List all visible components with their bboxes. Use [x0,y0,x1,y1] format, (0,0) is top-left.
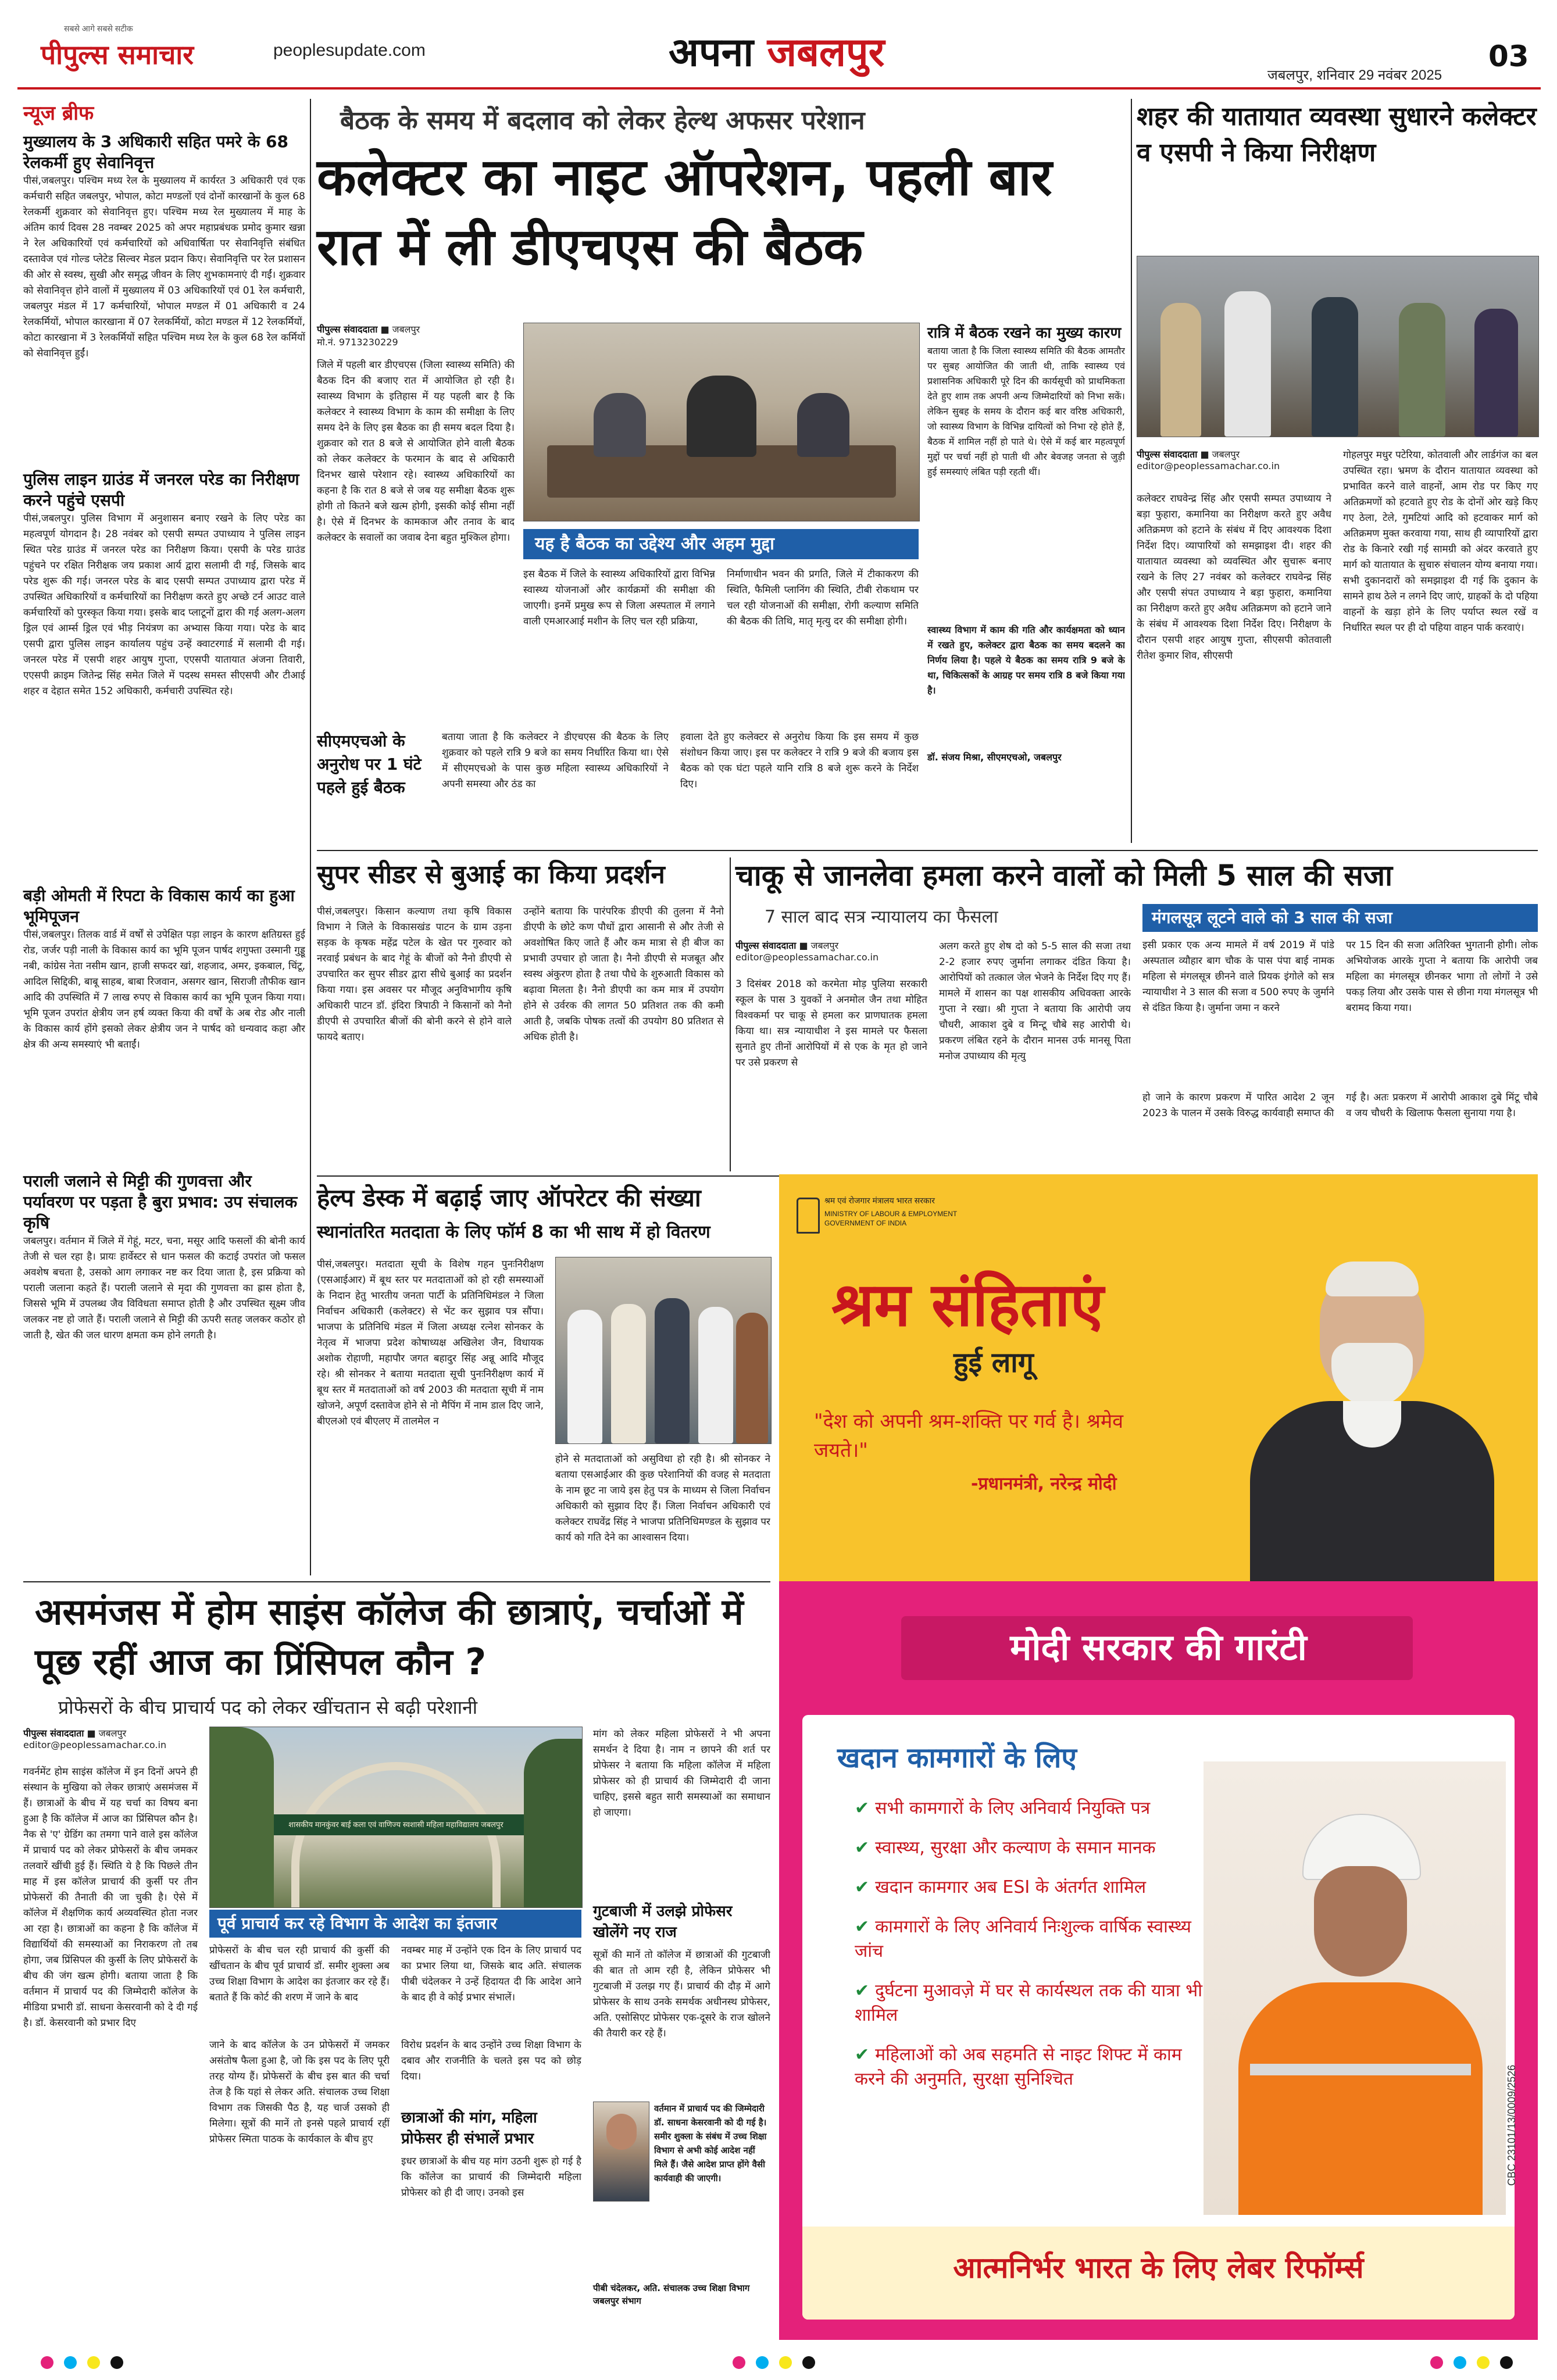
lead-quote: स्वास्थ्य विभाग में काम की गति और कार्यक्षमता को ध्यान में रखते हुए, कलेक्टर द्वारा बैठक का समय बदलने का निर्णय लिया है। पहले ये बैठक का समय रात्रि 9 बजे के था, चिकित्सकों के आग्रह पर समय रात्रि 8 बजे किया गया है। [927,624,1125,696]
pm-portrait [1238,1256,1506,1581]
knife-subhead: 7 साल बाद सत्र न्यायालय का फैसला [765,907,998,927]
official-portrait [593,2102,649,2202]
seed-drill-story [317,857,724,1171]
advert-point: ✔ महिलाओं को अब सहमति से नाइट शिफ्ट में काम करने की अनुमति, सुरक्षा सुनिश्चित [855,2045,1182,2089]
page-number: 03 [1488,40,1529,73]
home-science-body-b: प्रोफेसरों के बीच चल रही प्राचार्य की कुर्सी की खींचतान के बीच पूर्व प्राचार्य डॉ. समीर शुक्ला अब उच्च शिक्षा विभाग के आदेश का इंतजार कर रहे हैं। बताते हैं कि कोर्ट की शरण में जाने के बाद [209,1945,390,2003]
check-icon: ✔ [855,1838,870,1858]
home-science-byline: पीपुल्स संवाददाता ■ जबलपुर editor@peoplessamachar.co.in [23,1728,167,1750]
news-brief-item [23,131,305,461]
registration-dot [41,2356,53,2369]
lead-sidebar [927,323,1125,799]
advert-point: ✔ कामगारों के लिए अनिवार्य निःशुल्क वार्षिक स्वास्थ्य जांच [855,1917,1191,1961]
advert-title: श्रम संहिताएं [831,1269,1104,1340]
home-science-body-e: विरोध प्रदर्शन के बाद उन्होंने उच्च शिक्षा विभाग के दबाव और राजनीति के चलते इस पद को छोड़ दिया। [401,2039,581,2082]
home-science-subhead: प्रोफेसरों के बीच प्राचार्य पद को लेकर खींचतान से बढ़ी परेशानी [58,1696,478,1718]
lead-headline: कलेक्टर का नाइट ऑपरेशन, पहली बार रात में ली डीएचएस की बैठक [317,147,1052,277]
traffic-person-shape [1312,297,1358,437]
section-title-b: जबलपुर [767,30,885,76]
helpdesk-body-a: पीसं,जबलपुर। मतदाता सूची के विशेष गहन पुनःनिरीक्षण (एसआईआर) में बूथ स्तर पर मतदाताओं को हो रही समस्याओं के निदान हेतु भारतीय जनता पार्टी के प्रतिनिधिमंडल ने जिला निर्वाचन अधिकारी (कलेक्टर) से भेंट कर सुझाव पत्र सौंपा। भाजपा के प्रतिनिधि मंडल में जिला अध्यक्ष रत्नेश सोनकर के नेतृत्व में भाजपा प्रदेश कोषाध्यक्ष अखिलेश जैन, विधायक अशोक रोहाणी, महापौर जगत बहादुर सिंह अन्नू आदि मौजूद रहे। श्री सोनकर ने बताया मतदाता सूची पुनःनिरीक्षण कार्य में बूथ स्तर में मतदाताओं को वर्ष 2003 की मतदाता सूची में नाम खोजने, अपूर्ण दस्तावेज होने से नो मैपिंग में नाम डाल दिए जाने, बीएलओ एवं बीएलए में तालमेल न [317,1259,544,1427]
advert-section-title: खदान कामगारों के लिए [837,1742,1077,1774]
mangalsutra-body-a: इसी प्रकार एक अन्य मामले में वर्ष 2019 में पांडे अस्पताल व्यौहार बाग चौक के पास पंपा बाई नामक महिला से मंगलसूत्र छीनने वाले प्रियक इंगोले को सत्र न्यायाधीश ने 3 साल की सजा व 500 रुपए के जुर्माने से दंडित किया है। जुर्माना जमा न करने [1142,939,1334,1014]
byline-agency: पीपुल्स संवाददाता [735,940,797,951]
advert-point: ✔ स्वास्थ्य, सुरक्षा और कल्याण के समान मानक [855,1838,1156,1858]
college-gate-sign: शासकीय मानकुंवर बाई कला एवं वाणिज्य स्वशासी महिला महाविद्यालय जबलपुर [227,1814,565,1835]
section-rule [23,1581,770,1582]
byline-city: जबलपुर [1212,449,1240,460]
worker-body [1238,1982,1483,2215]
news-brief-item-body: पीसं,जबलपुर। पश्चिम मध्य रेल के मुख्यालय में कार्यरत 3 अधिकारी एवं एक कर्मचारी सहित जबलपुर, भोपाल, कोटा मण्डलों एवं दोनों कारखानों के कुल 68 रेलकर्मी शुक्रवार को सेवानिवृत्त हुए। पश्चिम मध्य रेल मुख्यालय में माह के अंतिम कार्य दिवस 28 नवम्बर 2025 को अपर महाप्रबंधक प्रमोद कुमार खन्ना ने रेल अधिकारियों एवं कर्मचारियों को अधिवार्षिता पर सेवानिवृत्ति संबंधित दस्तावेज एवं गोल्ड प्लेटेड सिल्वर मेडल प्रदान किए। सेवानिवृत्ति पर रेल प्रशासन की ओर से स्वस्थ, सुखी और समृद्ध जीवन के लिए शुभकामनाएं दी गईं। शुक्रवार को सेवानिवृत्त होने वालों में मुख्यालय में 03 अधिकारियों एवं 01 रेल कर्मचारी, जबलपुर मंडल में 17 कर्मचारियों, भोपाल मण्डल में 01 अधिकारी व 24 रेलकर्मियों, भोपाल कारखाना में 07 रेलकर्मियों, कोटा मण्डल में 12 रेलकर्मियों, कोटा कारखाना में 3 रेलकर्मियों सहित पश्चिम मध्य रेल के कुल 68 रेल कर्मियों को सेवानिवृत्त हुईं। [23,175,305,359]
masthead-logo: पीपुल्स समाचार [41,39,194,70]
column-rule [310,99,311,1575]
news-brief-item [23,469,305,877]
lead-purpose-b: निर्माणाधीन भवन की प्रगति, जिले में टीकाकरण की स्थिति, फैमिली प्लानिंग की स्थिति, टीबी रोकथाम पर चल रही योजनाओं की समीक्षा, रोगी कल्याण समिति की बैठक की तिथि, मातृ मृत्यु दर की समीक्षा होगी। [727,569,919,627]
byline-agency: पीपुल्स संवाददाता [317,324,378,335]
news-brief-item-title: पुलिस लाइन ग्राउंड में जनरल परेड का निरीक्षण करने पहुंचे एसपी [23,470,299,510]
registration-dot [1430,2356,1443,2369]
lead-purpose-a: इस बैठक में जिले के स्वास्थ्य अधिकारियों द्वारा विभिन्न स्वास्थ्य योजनाओं और कार्यक्रमों की समीक्षा की जाएगी। इनमें प्रमुख रूप से जिला अस्पताल में लगाने वाली एमआरआई मशीन के लिए चल रही प्रक्रिया, [523,569,715,627]
traffic-body-a: कलेक्टर राघवेन्द्र सिंह और एसपी सम्पत उपाध्याय ने बड़ा फुहारा, कमानिया का निरीक्षण करते हुए अवैध अतिक्रमण को हटाने के संबंध में दिए आवश्यक दिशा निर्देश दिए। व्यापारियों को समझाइश दी। शहर की यातायात व्यवस्था को व्यवस्थित और सुचारू बनाए रखने के लिए 27 नवंबर को कलेक्टर राघवेन्द्र सिंह और एसपी संपत उपाध्याय ने बड़ा फुहारा, कमानिया का निरीक्षण करते हुए अवैध अतिक्रमण को हटाने जाने के संबंध में आवश्यक दिशा निर्देश दिए। निरीक्षण के दौरान एसपी शहर आयुष गुप्ता, सीएसपी कोतवाली रीतेश कुमार शिव, सीएसपी [1137,493,1331,662]
lead-byline: पीपुल्स संवाददाता ■ जबलपुर मो.नं. 9713230229 [317,324,420,348]
mangalsutra-body-b: पर 15 दिन की सजा अतिरिक्त भुगतानी होगी। लोक अभियोजक आरके गुप्ता ने बताया कि आरोपी जब महिला का मंगलसूत्र छीनकर भागा तो लोगों ने उसे पकड़ लिया और उसके पास से छीना गया मंगलसूत्र भी बरामद किया गया। [1346,939,1538,1014]
college-gate-photo [209,1727,583,1908]
home-science-sub2-body: इधर छात्राओं के बीच यह मांग उठनी शुरू हो गई है कि कॉलेज का प्राचार्य की जिम्मेदारी महिला प्रोफेसर को ही दी जाए। उनको इस [401,2156,581,2199]
check-icon: ✔ [855,1981,870,2001]
home-science-sub2-title: छात्राओं की मांग, महिला प्रोफेसर ही संभालें प्रभार [401,2109,537,2147]
home-science-quote: वर्तमान में प्राचार्य पद की जिम्मेदारी डॉ. साधना केसरवानी को दी गई है। समीर शुक्ला के संबंध में उच्च शिक्षा विभाग से अभी कोई आदेश नहीं मिले हैं। जैसे आदेश प्राप्त होंगे वैसी कार्यवाही की जाएगी। [654,2103,767,2184]
helpdesk-person-shape [655,1298,690,1443]
meeting-person-shape [687,376,756,457]
byline-city: जबलपुर [98,1728,127,1739]
masthead-rule [17,87,1541,90]
college-gate-tree [210,1727,274,1907]
section-title [669,23,884,77]
advert-white-card [802,1715,1515,2320]
advert-point: ✔ खदान कामगार अब ESI के अंतर्गत शामिल [855,1877,1147,1897]
traffic-person-shape [1160,303,1201,437]
cmho-body-a: बताया जाता है कि कलेक्टर ने डीएचएस की बैठक के लिए शुक्रवार को पहले रात्रि 9 बजे का समय निर्धारित किया था। ऐसे में सीएमएचओ के पास कुछ महिला स्वास्थ्य अधिकारियों ने अपनी समस्या और ठंड का [442,731,669,790]
byline-email[interactable]: editor@peoplessamachar.co.in [23,1739,167,1750]
masthead-logo-tagline: सबसे आगे सबसे सटीक [64,24,133,33]
seed-body-a: पीसं,जबलपुर। किसान कल्याण तथा कृषि विकास विभाग ने जिले के विकासखंड पाटन के ग्राम उड़ना सड़क के कृषक महेंद्र पटेल के खेत पर गुरुवार को नरवाई प्रबंधन के बाद गेहूं के बीजों को नैनो डीएपी से उपचारित कर सुपर सीडर द्वारा सीधे बुआई का प्रदर्शन किया गया। इस अवसर पर मौजूद अनुविभागीय कृषि अधिकारी पाटन डॉ. इंदिरा त्रिपाठी ने किसानों को नैनो डीएपी से उपचारित बीजों की बोनी करने से होने वाले फायदे बताए। [317,906,512,1043]
byline-mobile: मो.नं. 9713230229 [317,337,398,348]
helpdesk-photo [555,1257,772,1444]
masthead-dateline: जबलपुर, शनिवार 29 नवंबर 2025 [1267,67,1442,83]
advert-point: ✔ दुर्घटना मुआवज़े में घर से कार्यस्थल तक की यात्रा भी शामिल [855,1981,1203,2025]
helpdesk-person-shape [611,1304,646,1443]
column-rule [1131,99,1132,843]
home-science-sub3-title: गुटबाजी में उलझे प्रोफेसर खोलेंगे नए राज [593,1903,733,1941]
byline-email[interactable]: editor@peoplessamachar.co.in [735,952,879,963]
advert-footer: आत्मनिर्भर भारत के लिए लेबर रिफॉर्म्स [953,2251,1364,2285]
lead-purpose-box [523,529,919,554]
news-brief-label: न्यूज ब्रीफ [23,102,94,125]
traffic-story [1137,99,1538,843]
knife-body-a: 3 दिसंबर 2018 को करमेता मोड़ पुलिया सरकारी स्कूल के पास 3 युवकों ने अनमोल जैन तथा मोहित विश्वकर्मा पर चाकू से हमला कर प्राणघातक हमला किया था। सत्र न्यायाधीश ने इस मामले पर फैसला सुनाते हुए तीनों आरोपियों में से एक के मृत हो जाने पर उसे प्रकरण से [735,978,927,1069]
knife-story [735,857,1538,1171]
home-science-body-a: गवर्नमेंट होम साइंस कॉलेज में इन दिनों अपने ही संस्थान के मुखिया को लेकर छात्राएं असमंजस में हैं। छात्राओं के बीच में यह चर्चा का विषय बना हुआ है कि कॉलेज में आज का प्रिंसिपल कौन है। नैक से 'ए' ग्रेडिंग का तमगा पाने वाले इस कॉलेज में प्राचार्य पद को लेकर प्रोफेसरों के बीच जमकर तलवारें खींची हुई हैं। स्थिति ये है कि पिछले तीन माह में इस कॉलेज प्राचार्य की कुर्सी पर तीन प्रोफेसरों की तैनाती की जा चुकी है। ऐसे में कॉलेज में शैक्षणिक कार्य अव्यवस्थित होता नजर आ रहा है। छात्राओं का कहना है कि कॉलेज में विद्यार्थियों की समस्याओं का निराकरण तो तब होगा, जब प्रिंसिपल की कुर्सी के लिए प्रोफेसरों के बीच की जंग खत्म होगी। बताया जाता है कि वर्तमान में प्राचार्य पद की जिम्मेदारी कॉलेज के मीडिया प्रभारी डॉ. साधना केसरवानी को दे दी गई है। डॉ. केसरवानी को प्रभार दिए [23,1766,198,2029]
check-icon: ✔ [855,1877,870,1897]
home-science-story [23,1587,770,2337]
section-title-a: अपना [669,30,753,76]
home-science-sub3-body: सूत्रों की मानें तो कॉलेज में छात्राओं की गुटबाजी की बात तो आम रही है, लेकिन प्रोफेसर भी गुटबाजी में उलझ गए हैं। प्राचार्य की दौड़ में आगे प्रोफेसर के साथ उनके समर्थक अधीनस्थ प्रोफेसर, अति. एसोसिएट प्रोफेसर एक-दूसरे के राज खोलने की तैयारी कर रहे हैं। [593,1949,770,2039]
meeting-person-shape [797,393,849,457]
helpdesk-person-shape [736,1313,768,1443]
check-icon: ✔ [855,1798,870,1818]
lead-purpose-title: यह है बैठक का उद्देश्य और अहम मुद्दा [523,529,919,559]
news-brief-item-title: बड़ी ओमती में रिपटा के विकास कार्य का हुआ भूमिपूजन [23,886,295,926]
knife-body-b: अलग करते हुए शेष दो को 5-5 साल की सजा तथा 2-2 हजार रुपए जुर्माना लगाकर दंडित किया है। आरोपियों को तत्काल जेल भेजने के निर्देश दिए गए हैं। मामले में शासन का पक्ष शासकीय अधिवक्ता आरके गुप्ता ने रखा। श्री गुप्ता ने बताया कि आरोपी जय चौधरी, आकाश दुबे व मिन्टू चौबे सह आरोपी थे। प्रकरण लंबित रहने के दौरान मानस उर्फ मानसू पिता मनोज उपाध्याय की मृत्यु [939,941,1131,1062]
advert-subtitle: हुई लागू [954,1346,1034,1379]
traffic-person-shape [1474,309,1518,437]
meeting-person-shape [594,393,646,457]
news-brief-column [23,99,305,1575]
registration-dot [756,2356,769,2369]
news-brief-item-title: पराली जलाने से मिट्टी की गुणवत्ता और पर्यावरण पर पड़ता है बुरा प्रभाव: उप संचालक कृषि [23,1171,298,1232]
seed-headline: सुपर सीडर से बुआई का किया प्रदर्शन [317,860,665,889]
mangalsutra-box [1142,904,1538,1078]
news-brief-item-body: पीसं,जबलपुर। तिलक वार्ड में वर्षों से उपेक्षित पड़ा लाइन के कारण क्षतिग्रस्त हुई रोड, जर्जर पड़ी नाली के विकास कार्य का भूमि पूजन पार्षद शगुफ्ता उस्मानी गुड्डू नबी, कांग्रेस नेता नसीम खान, हाजी सफदर खां, शहजाद, अमर, इकबाल, चिंटू, आदिल सिद्दिकी, बाबू साहब, बाबा रिजवान, असगर खान, सिराजी तौफीक खान आदि की उपस्थिति में 7 लाख रुपए से विकास कार्य का भूमि पूजन किया गया। भूमि पूजन उपरांत क्षेत्रीय जन हर्ष व्यक्त किया की वर्षों के अब रोड और नाली के विकास कार्य होंगे इसको लेकर क्षेत्रीय जन ने पार्षद को धन्यवाद कहा और क्षेत्र की अन्य समस्याएं भी बताईं। [23,929,305,1050]
guarantee-banner: मोदी सरकार की गारंटी [1010,1626,1307,1668]
traffic-person-shape [1224,291,1271,437]
registration-dot [802,2356,815,2369]
cmho-title: सीएमएचओ के अनुरोध पर 1 घंटे पहले हुई बैठक [317,731,422,797]
home-science-body-f: मांग को लेकर महिला प्रोफेसरों ने भी अपना समर्थन दे दिया है। नाम न छापने की शर्त पर प्रोफेसर ने बताया कि महिला कॉलेज में महिला प्रोफेसर को ही प्राचार्य की जिम्मेदारी दी जाना चाहिए, इससे बहुत सारी समस्याओं का समाधान हो जाएगा। [593,1728,770,1818]
byline-city: जबलपुर [810,940,839,951]
advert-point: ✔ सभी कामगारों के लिए अनिवार्य नियुक्ति पत्र [855,1798,1151,1818]
advert-quote-author: -प्रधानमंत्री, नरेन्द्र मोदी [971,1474,1117,1494]
helpdesk-story [317,1181,770,1582]
knife-headline: चाकू से जानलेवा हमला करने वालों को मिली 5 साल की सजा [735,859,1393,892]
advert-pink-panel [779,1581,1538,2340]
traffic-body-b: गोहलपुर मधुर पटेरिया, कोतवाली और लार्डगंज का बल उपस्थित रहा। भ्रमण के दौरान यातायात व्यवस्था को प्रभावित करने वाले वाहनों, आम रोड पर किए गए अतिक्रमणों को हटवाते हुए रोड के दोनों ओर खड़े किए गए ठेला, टेले, गुमटियां आदि को हटवाकर मार्ग को अतिक्रमण मुक्त करवाया गया, साथ ही व्यापारियों द्वारा रोड के किनारे रखी गई सामग्री को अंदर करवाते हुए मार्ग को यातायात के सुचारु संचालन योग्य बनाया गया। सभी दुकानदारों को समझाइश दी गई कि दुकान के सामने हाथ ठेले न लगने दिए जाएं, ग्राहकों के दो पहिया वाहनों के खड़ा होने के लिए पर्याप्त स्थल रखें व निर्धारित स्थल पर ही दो पहिया वाहन पार्क करवाएं। [1343,449,1538,634]
home-science-body-c: नवम्बर माह में उन्होंने एक दिन के लिए प्राचार्य पद का प्रभार लिया था, जिसके बाद अति. संचालक पीबी चंदेलकर ने उन्हें हिदायत दी कि आदेश आने के बाद ही वे कोई प्रभार संभालें। [401,1945,581,2003]
home-science-quote-author: पीबी चंदेलकर, अति. संचालक उच्च शिक्षा विभाग जबलपुर संभाग [593,2283,750,2306]
traffic-headline: शहर की यातायात व्यवस्था सुधारने कलेक्टर व एसपी ने किया निरीक्षण [1137,102,1537,167]
masthead [0,0,1557,87]
knife-tail-a: हो जाने के कारण प्रकरण में पारित आदेश 2 जून 2023 के पालन में उसके विरुद्ध कार्यवाही समाप्त की [1142,1092,1334,1119]
news-brief-item [23,885,305,1163]
news-brief-item-title: मुख्यालय के 3 अधिकारी सहित पमरे के 68 रेलकर्मी हुए सेवानिवृत्त [23,132,288,172]
registration-dot [1477,2356,1490,2369]
byline-email[interactable]: editor@peoplessamachar.co.in [1137,460,1280,471]
registration-dot [733,2356,745,2369]
home-science-body-d: जाने के बाद कॉलेज के उन प्रोफेसरों में जमकर असंतोष फैला हुआ है, जो कि इस पद के लिए पूरी तरह योग्य हैं। प्रोफेसरों के बीच इस बात की चर्चा तेज है कि यहां से लेकर अति. संचालक उच्च शिक्षा विभाग तक जिसकी पैठ है, यह चार्ज उसको ही मिलेगा। सूत्रों की मानें तो इनसे पहले प्राचार्य रहीं प्रोफेसर स्मिता पाठक के कार्यकाल के बीच हुए [209,2039,390,2145]
advert-ministry-hi: श्रम एवं रोजगार मंत्रालय भारत सरकार [824,1196,935,1205]
knife-tail-b: गई है। अतः प्रकरण में आरोपी आकाश दुबे मिंटू चौबे व जय चौधरी के खिलाफ फैसला सुनाया गया है। [1346,1092,1538,1119]
advert-emblem [797,1198,820,1234]
byline-agency: पीपुल्स संवाददाता [23,1728,84,1739]
registration-dot [1454,2356,1466,2369]
traffic-photo [1137,256,1539,437]
lead-body: जिले में पहली बार डीएचएस (जिला स्वास्थ्य समिति) की बैठक दिन की बजाए रात में आयोजित हो रही है। स्वास्थ्य विभाग के इतिहास में यह पहली बार है कि कलेक्टर ने स्वास्थ्य विभाग के काम की समीक्षा के लिए समय देने के लिए इस बैठक का ही समय बदल दिया है। शुक्रवार को रात 8 बजे से आयोजित होने वाली बैठक को लेकर कलेक्टर के फरमान के बाद से अधिकारी दिनभर खासे परेशान रहे। स्वास्थ्य अधिकारियों का कहना है कि रात 8 बजे से जब यह समीक्षा बैठक शुरू होगी तो कितने बजे खत्म होगी, इसकी कोई सीमा नहीं है। ऐसे में दिनभर के कामकाज और तनाव के बाद कलेक्टर के सवालों का जवाब देना बहुत मुश्किल होगा। [317,359,515,544]
advert-quote: "देश को अपनी श्रम-शक्ति पर गर्व है। श्रमेव जयते।" [814,1410,1124,1462]
registration-dot [1500,2356,1513,2369]
traffic-person-shape [1399,303,1445,437]
lead-sidebar-body: बताया जाता है कि जिला स्वास्थ्य समिति की बैठक आमतौर पर सुबह आयोजित की जाती थी, ताकि स्वास्थ्य एवं प्रशासनिक अधिकारी पूरे दिन की कार्यसूची को प्राथमिकता देते हुए शाम तक अपनी अन्य जिम्मेदारियों को निभा सकें। लेकिन सुबह के समय के दौरान कई बार वरिष्ठ अधिकारी, जो स्वास्थ्य विभाग के विभिन्न दायित्वों को निभा रहे होते हैं, बैठक में शामिल नहीं हो पाते थे। ऐसे में कई बार महत्वपूर्ण मुद्दों पर चर्चा नहीं हो पाती थी और बेवजह जनता से जुड़ी हुई समस्याएं लंबित पड़ी रहती थीं। [927,345,1125,477]
lead-story [317,96,1125,846]
helpdesk-headline: हेल्प डेस्क में बढ़ाई जाए ऑपरेटर की संख्या [317,1184,701,1212]
advert-labour-codes [779,1174,1538,2340]
section-rule [317,850,1538,851]
registration-dot [779,2356,792,2369]
news-brief-item [23,1171,305,1484]
pm-portrait-hair [1326,1262,1419,1296]
home-science-headline: असमंजस में होम साइंस कॉलेज की छात्राएं, चर्चाओं में पूछ रहीं आज का प्रिंसिपल कौन ? [35,1591,744,1683]
check-icon: ✔ [855,1917,870,1937]
print-registration-strip [0,2352,1557,2375]
byline-city: जबलपुर [392,324,420,335]
seed-body-b: उन्होंने बताया कि पारंपरिक डीएपी की तुलना में नैनो डीएपी के छोटे कण पौधों द्वारा आसानी से और तेजी से अवशोषित किए जाते हैं और कम मात्रा से ही बीज का प्रभावी उपचार हो जाता है। नैनो डीएपी से मजबूत और स्वस्थ अंकुरण होता है तथा पौधे के शुरुआती विकास को बढ़ावा मिलता है। नैनो डीएपी का कम मात्र में उपयोग होने से उर्वरक की लागत 50 प्रतिशत तक की कमी आती है, जबकि पोषक तत्वों की उपयोग 80 प्रतिशत से अधिक होती है। [523,906,724,1043]
cmho-body-b: हवाला देते हुए कलेक्टर से अनुरोध किया कि इस समय में कुछ संशोधन किया जाए। इस पर कलेक्टर ने रात्रि 9 बजे की बजाय इस बैठक को एक घंटा पहले यानि रात्रि 8 बजे शुरू करने के निर्देश दिए। [680,731,919,790]
news-brief-item-body: जबलपुर। वर्तमान में जिले में गेहूं, मटर, चना, मसूर आदि फसलों की बोनी कार्य तेजी से चल रहा है। प्रायः हार्वेस्टर से धान फसल की कटाई उपरांत जो फसल अवशेष बचता है, उसको आग लगाकर नष्ट कर दिया जाता है, इस प्रक्रिया को पराली जलाना कहते हैं। पराली जलाने से मृदा की गुणवत्ता का ह्रास होता है, जिससे भूमि में उपलब्ध जैव विविधता समाप्त होती है और उपस्थित सूक्ष्म जीव जलकर नष्ट हो जाते हैं। पराली जलाने से मिट्टी की ऊपरी सतह जलकर कठोर हो जाती है, खेत की जल धारण क्षमता कम होने लगती है। [23,1235,305,1341]
column-rule [730,857,731,1171]
traffic-byline: पीपुल्स संवाददाता ■ जबलपुर editor@peoplessamachar.co.in [1137,449,1280,471]
lead-photo-meeting [523,323,920,521]
masthead-website[interactable]: peoplesupdate.com [273,41,426,60]
helpdesk-person-shape [698,1307,733,1443]
advert-code: CBC 23101/13/0009/2526 [1506,2064,1517,2186]
home-science-photo-title: पूर्व प्राचार्य कर रहे विभाग के आदेश का इंतजार [209,1910,581,1938]
worker-image [1204,1761,1506,2215]
knife-byline: पीपुल्स संवाददाता ■ जबलपुर editor@peoplessamachar.co.in [735,940,879,963]
helpdesk-body-b: होने से मतदाताओं को असुविधा हो रही है। श्री सोनकर ने बताया एसआईआर की कुछ परेशानियों की वजह से मतदाता के नाम छूट ना जाये इस हेतु पत्र के माध्यम से जिला निर्वाचन अधिकारी को सुझाव दिए हैं। जिला निर्वाचन अधिकारी एवं कलेक्टर राघवेंद्र सिंह ने भाजपा प्रतिनिधिमण्डल के सुझाव पर कार्य को गति देने का आश्वासन दिया। [555,1453,770,1543]
helpdesk-person-shape [567,1310,602,1443]
mangalsutra-box-title: मंगलसूत्र लूटने वाले को 3 साल की सजा [1142,904,1538,932]
college-gate-tree [524,1739,582,1907]
check-icon: ✔ [855,2045,870,2065]
news-brief-item-body: पीसं,जबलपुर। पुलिस विभाग में अनुशासन बनाए रखने के लिए परेड का महत्वपूर्ण योगदान है। 28 नवंबर को एसपी सम्पत उपाध्याय ने पुलिस लाइन स्थित परेड ग्राउंड में जनरल परेड का निरीक्षण किया। एसपी के परेड ग्राउंड पहुंचने पर रक्षित निरीक्षक जय प्रकाश आर्य द्वारा सलामी दी गई, जिसके बाद परेड शुरू की गई। जनरल परेड के बाद एसपी सम्पत उपाध्याय द्वारा परेड में उपस्थित अधिकारियों व कर्मचारियों का निरीक्षण करते हुए अच्छे टर्न आउट वाले कर्मचारियों को पुरस्कृत किया गया। इसके बाद प्लाटूनों द्वारा की गई अलग-अलग ड्रिल एवं आर्म्स ड्रिल एवं भीड़ नियंत्रण का अभ्यास किया गया। परेड के बाद एसपी द्वारा पुलिस लाइन कार्यालय पहुंच उन्हें क्वाटरगार्ड में सलामी दी गई। जनरल परेड में एसपी शहर आयुष गुप्ता, एएसपी यातायात अंजना तिवारी, एएसपी क्राइम जितेन्द्र सिंह समेत जिले में पदस्थ समस्त सीएसपी और टीआई शहर व देहात समेत 152 अधिकारी, कर्मचारी उपस्थित रहे। [23,513,305,697]
byline-agency: पीपुल्स संवाददाता [1137,449,1198,460]
lead-kicker: बैठक के समय में बदलाव को लेकर हेल्थ अफसर परेशान [340,106,865,135]
advert-points [837,1796,1204,2107]
advert-ministry-en: MINISTRY OF LABOUR & EMPLOYMENT GOVERNMENT OF INDIA [824,1210,958,1227]
lead-quote-author: डॉ. संजय मिश्रा, सीएमएचओ, जबलपुर [927,752,1062,763]
pm-portrait-beard [1331,1343,1413,1407]
worker-reflective-stripe [1250,2064,1471,2075]
registration-dot [87,2356,100,2369]
lead-sidebar-title: रात्रि में बैठक रखने का मुख्य कारण [927,324,1122,342]
official-portrait-face [606,2114,637,2150]
registration-dot [64,2356,77,2369]
registration-dot [110,2356,123,2369]
worker-face [1314,1866,1407,1977]
helpdesk-subhead: स्थानांतरित मतदाता के लिए फॉर्म 8 का भी साथ में हो वितरण [317,1222,710,1242]
